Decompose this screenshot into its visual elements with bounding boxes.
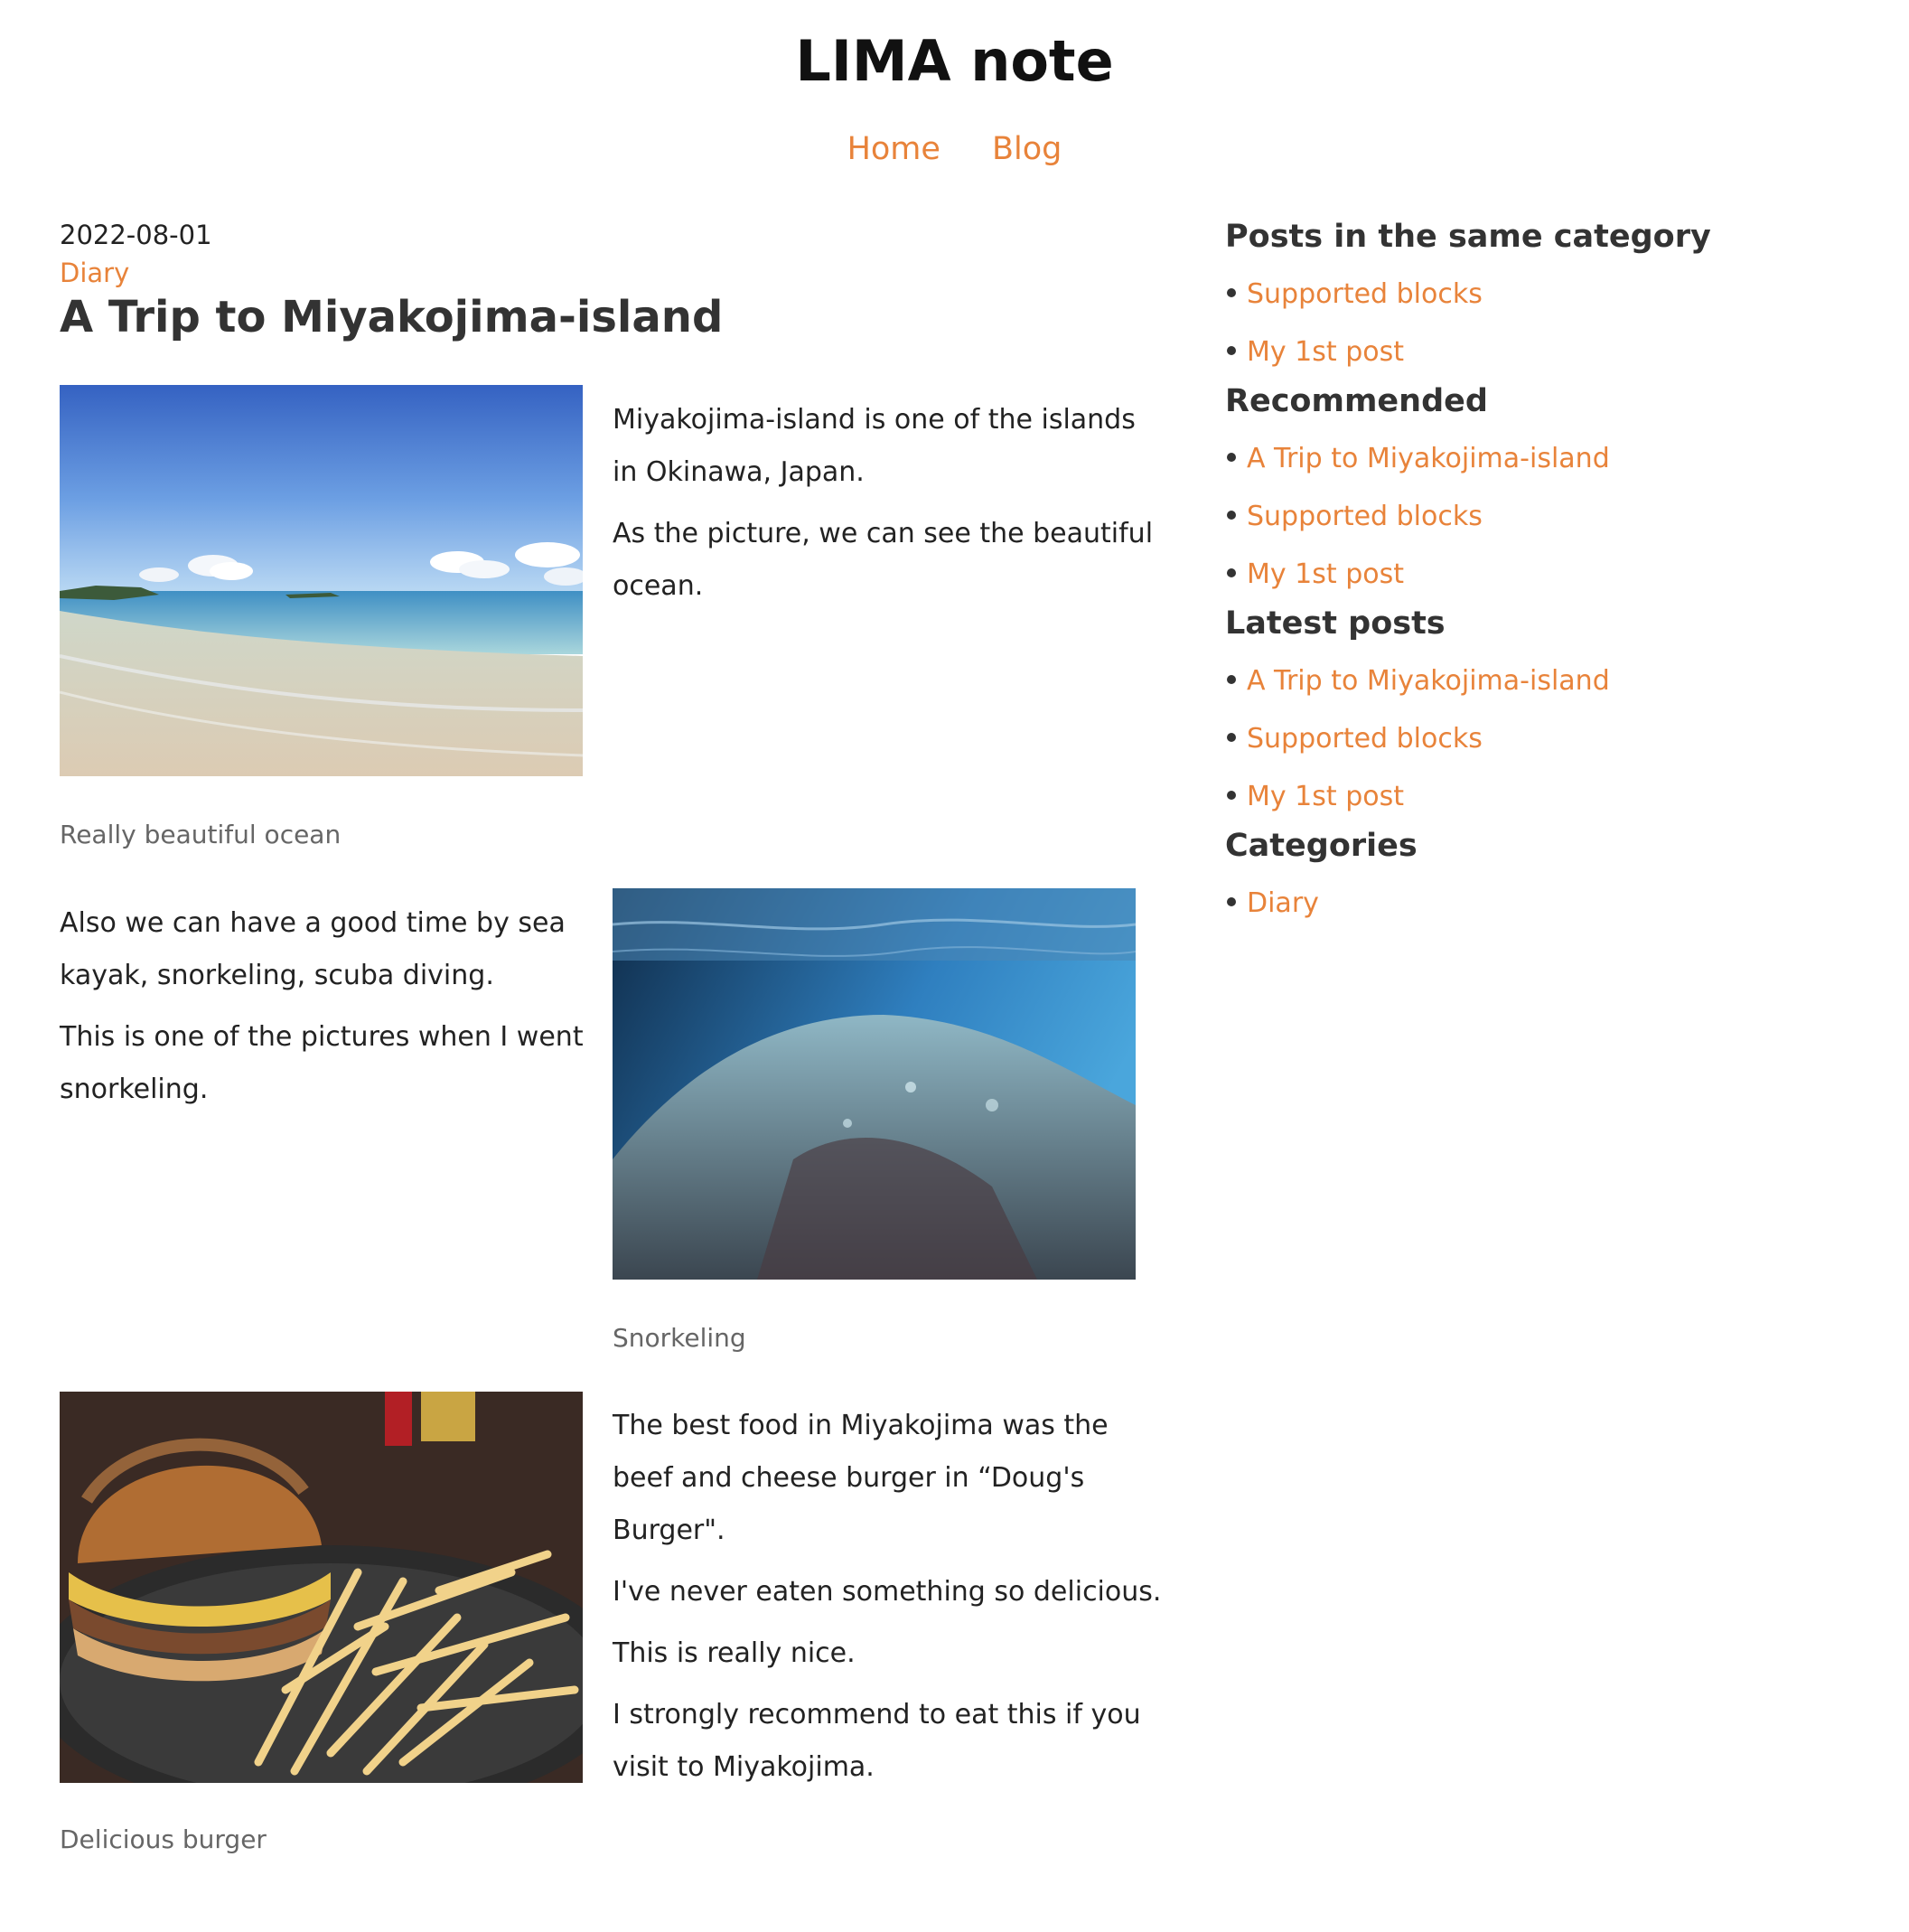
bullet-icon <box>1227 346 1236 355</box>
sidebar-heading: Recommended <box>1225 383 1488 419</box>
bullet-icon <box>1227 791 1236 800</box>
paragraph: I've never eaten something so delicious. <box>613 1576 1162 1608</box>
section-3-text <box>613 1400 1173 1803</box>
sidebar-link-list <box>1225 875 1876 933</box>
bullet-icon <box>1227 897 1236 906</box>
sidebar-recommended <box>1225 378 1876 604</box>
list-item <box>1225 875 1876 933</box>
list-item <box>1225 546 1876 604</box>
image-caption: Really beautiful ocean <box>60 820 342 849</box>
sidebar-latest-posts <box>1225 600 1876 826</box>
sidebar-link[interactable]: Supported blocks <box>1247 501 1483 532</box>
nav-blog-link[interactable]: Blog <box>992 131 1062 167</box>
paragraph: This is really nice. <box>613 1637 856 1669</box>
sidebar-link-list <box>1225 652 1876 826</box>
sidebar-link[interactable]: Diary <box>1247 887 1319 919</box>
paragraph: The best food in Miyakojima was the beef and cheese burger in “Doug's Burger". <box>613 1410 1109 1546</box>
sidebar-link-list <box>1225 430 1876 604</box>
bullet-icon <box>1227 288 1236 297</box>
post-title: A Trip to Miyakojima-island <box>60 292 724 342</box>
bullet-icon <box>1227 453 1236 462</box>
list-item <box>1225 710 1876 768</box>
paragraph: Miyakojima-island is one of the islands in Okinawa, Japan. <box>613 404 1136 488</box>
list-item <box>1225 324 1876 381</box>
sidebar <box>1225 213 1876 929</box>
list-item <box>1225 266 1876 324</box>
bullet-icon <box>1227 511 1236 520</box>
section-2-text <box>60 897 593 1125</box>
list-item <box>1225 488 1876 546</box>
sidebar-heading: Categories <box>1225 828 1418 864</box>
sidebar-same-category <box>1225 213 1876 381</box>
bullet-icon <box>1227 733 1236 742</box>
nav-home-link[interactable]: Home <box>847 131 940 167</box>
sidebar-link[interactable]: My 1st post <box>1247 781 1404 812</box>
site-title: LIMA note <box>795 28 1114 94</box>
section-1-text <box>613 394 1155 622</box>
sidebar-link[interactable]: My 1st post <box>1247 336 1404 368</box>
snorkeling-image <box>613 888 1136 1280</box>
post-date: 2022-08-01 <box>60 220 212 250</box>
beach-ocean-image <box>60 385 583 776</box>
sidebar-link[interactable]: Supported blocks <box>1247 723 1483 755</box>
sidebar-link[interactable]: Supported blocks <box>1247 278 1483 310</box>
list-item <box>1225 430 1876 488</box>
sidebar-heading: Posts in the same category <box>1225 219 1711 255</box>
sidebar-link-list <box>1225 266 1876 381</box>
paragraph: This is one of the pictures when I went snorkeling. <box>60 1021 584 1105</box>
bullet-icon <box>1227 568 1236 577</box>
sidebar-link[interactable]: My 1st post <box>1247 558 1404 590</box>
list-item <box>1225 768 1876 826</box>
image-caption: Delicious burger <box>60 1824 267 1854</box>
paragraph: As the picture, we can see the beautiful ocean. <box>613 518 1154 602</box>
main-nav <box>0 127 1909 177</box>
paragraph: I strongly recommend to eat this if you visit to Miyakojima. <box>613 1699 1141 1783</box>
sidebar-categories <box>1225 822 1876 933</box>
sidebar-link[interactable]: A Trip to Miyakojima-island <box>1247 443 1610 474</box>
bullet-icon <box>1227 675 1236 684</box>
paragraph: Also we can have a good time by sea kayak, snorkeling, scuba diving. <box>60 907 566 991</box>
list-item <box>1225 652 1876 710</box>
sidebar-link[interactable]: A Trip to Miyakojima-island <box>1247 665 1610 697</box>
sidebar-heading: Latest posts <box>1225 605 1446 642</box>
image-caption: Snorkeling <box>613 1323 746 1353</box>
post-category-link[interactable]: Diary <box>60 258 130 288</box>
burger-image <box>60 1392 583 1783</box>
